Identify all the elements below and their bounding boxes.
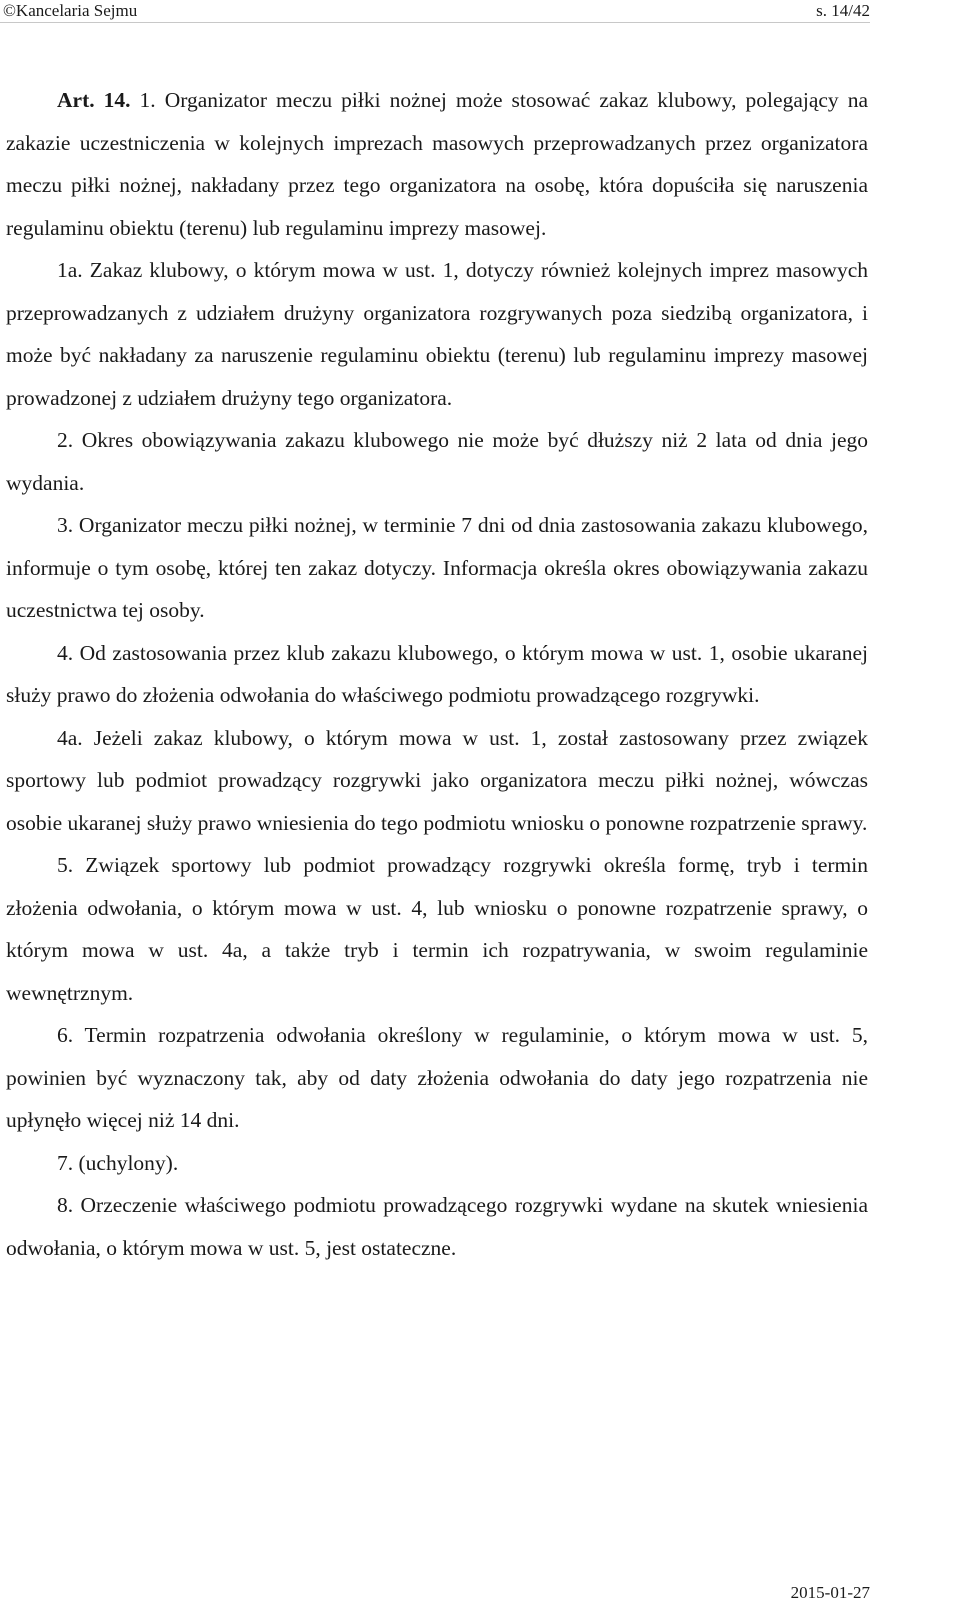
article-label: Art. 14.	[57, 88, 131, 112]
paragraph-1a: 1a. Zakaz klubowy, o którym mowa w ust. 1, dotyczy również kolejnych imprez masowych przeprowadzanych z udziałem drużyny organizatora rozgrywanych poza siedzibą organizatora, i może być nakładany za naruszenie regulaminu obiektu (terenu) lub regulaminu imprezy masowej prowadzonej z udziałem drużyny tego organizatora.	[6, 258, 868, 410]
article-body	[6, 79, 868, 1269]
paragraph-2: 2. Okres obowiązywania zakazu klubowego nie może być dłuższy niż 2 lata od dnia jego wydania.	[6, 428, 868, 495]
paragraph-5: 5. Związek sportowy lub podmiot prowadzący rozgrywki określa formę, tryb i termin złożenia odwołania, o którym mowa w ust. 4, lub wniosku o ponowne rozpatrzenie sprawy, o którym mowa w ust. 4a, a także tryb i termin ich rozpatrywania, w swoim regulaminie wewnętrznym.	[6, 853, 868, 1005]
page-number: s. 14/42	[816, 1, 870, 20]
paragraph-text: 1. Organizator meczu piłki nożnej może stosować zakaz klubowy, polegający na zakazie uczestniczenia w kolejnych imprezach masowych przeprowadzanych przez organizatora meczu piłki nożnej, nakładany przez tego organizatora na osobę, która dopuściła się naruszenia regulaminu obiektu (terenu) lub regulaminu imprezy masowej.	[6, 88, 868, 240]
footer-date: 2015-01-27	[790, 1583, 870, 1602]
paragraph-4: 4. Od zastosowania przez klub zakazu klubowego, o którym mowa w ust. 1, osobie ukaranej służy prawo do złożenia odwołania do właściwego podmiotu prowadzącego rozgrywki.	[6, 640, 868, 707]
paragraph-1	[6, 79, 868, 249]
paragraph-7: 7. (uchylony).	[57, 1150, 179, 1175]
paragraph-4a: 4a. Jeżeli zakaz klubowy, o którym mowa w ust. 1, został zastosowany przez związek sportowy lub podmiot prowadzący rozgrywki jako organizatora meczu piłki nożnej, wówczas osobie ukaranej służy prawo wniesienia do tego podmiotu wniosku o ponowne rozpatrzenie sprawy.	[6, 725, 868, 835]
paragraph-3: 3. Organizator meczu piłki nożnej, w terminie 7 dni od dnia zastosowania zakazu klubowego, informuje o tym osobę, której ten zakaz dotyczy. Informacja określa okres obowiązywania zakazu uczestnictwa tej osoby.	[6, 513, 868, 622]
paragraph-8: 8. Orzeczenie właściwego podmiotu prowadzącego rozgrywki wydane na skutek wniesienia odwołania, o którym mowa w ust. 5, jest ostateczne.	[6, 1193, 868, 1260]
page-header	[0, 0, 870, 22]
paragraph-6: 6. Termin rozpatrzenia odwołania określony w regulaminie, o którym mowa w ust. 5, powinien być wyznaczony tak, aby od daty złożenia odwołania do daty jego rozpatrzenia nie upłynęło więcej niż 14 dni.	[6, 1023, 868, 1132]
copyright-notice: ©Kancelaria Sejmu	[3, 1, 138, 20]
header-divider	[0, 22, 870, 23]
